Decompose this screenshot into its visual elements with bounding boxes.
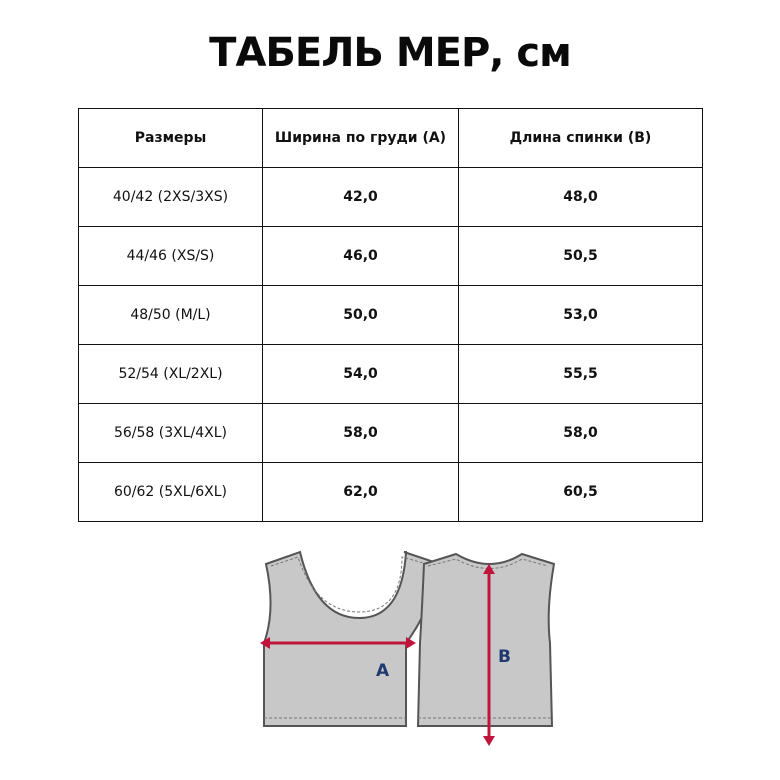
- size-cell: 44/46 (XS/S): [79, 227, 263, 286]
- chest-width-cell: 50,0: [263, 286, 459, 345]
- table-row: [79, 345, 703, 404]
- back-length-cell: 48,0: [459, 168, 703, 227]
- chest-width-cell: 54,0: [263, 345, 459, 404]
- chest-width-cell: 46,0: [263, 227, 459, 286]
- size-cell: 60/62 (5XL/6XL): [79, 463, 263, 522]
- measure-label-b: B: [498, 647, 511, 667]
- table-row: [79, 463, 703, 522]
- back-length-cell: 53,0: [459, 286, 703, 345]
- header-chest-width: Ширина по груди (A): [263, 109, 459, 168]
- page-title: ТАБЕЛЬ МЕР, см: [209, 30, 571, 76]
- table-row: [79, 168, 703, 227]
- table-header-row: [79, 109, 703, 168]
- table-row: [79, 227, 703, 286]
- back-length-cell: 55,5: [459, 345, 703, 404]
- chest-width-cell: 42,0: [263, 168, 459, 227]
- table-row: [79, 286, 703, 345]
- size-cell: 56/58 (3XL/4XL): [79, 404, 263, 463]
- size-table: [78, 108, 703, 522]
- back-length-cell: 60,5: [459, 463, 703, 522]
- size-cell: 40/42 (2XS/3XS): [79, 168, 263, 227]
- size-cell: 52/54 (XL/2XL): [79, 345, 263, 404]
- header-back-length: Длина спинки (B): [459, 109, 703, 168]
- header-sizes: Размеры: [79, 109, 263, 168]
- garment-diagram: [256, 548, 566, 758]
- chest-width-cell: 62,0: [263, 463, 459, 522]
- measure-label-a: A: [376, 661, 390, 681]
- garment-back: [418, 554, 554, 726]
- chest-width-cell: 58,0: [263, 404, 459, 463]
- garment-illustration: [256, 548, 566, 758]
- table-row: [79, 404, 703, 463]
- back-length-cell: 58,0: [459, 404, 703, 463]
- back-length-cell: 50,5: [459, 227, 703, 286]
- garment-front: [264, 552, 440, 726]
- size-cell: 48/50 (M/L): [79, 286, 263, 345]
